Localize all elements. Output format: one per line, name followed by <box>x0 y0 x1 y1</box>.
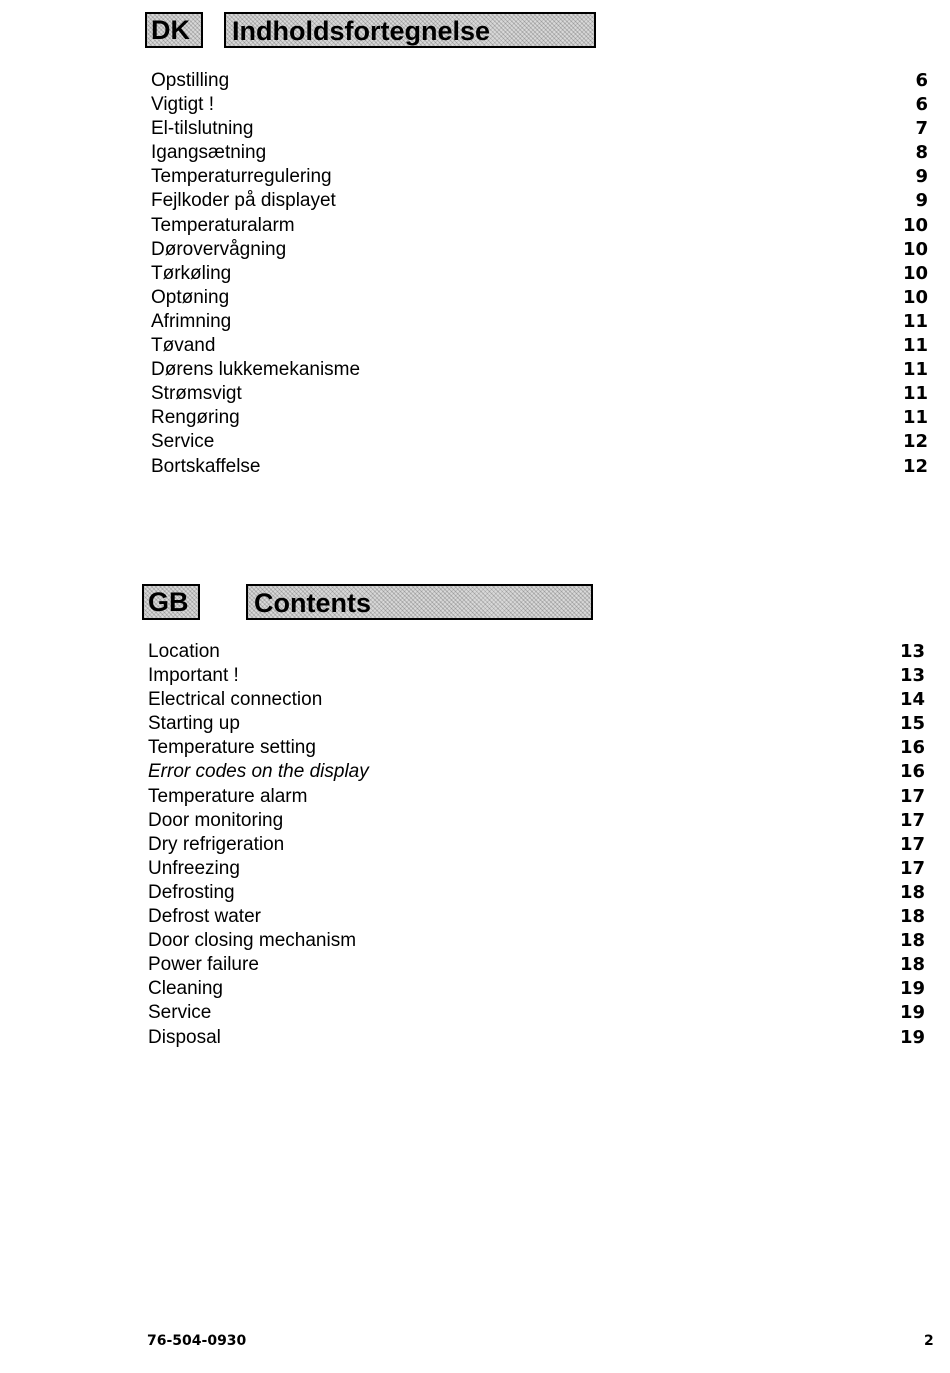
toc-entry-label: Error codes on the display <box>148 761 369 783</box>
toc-entry-page-number: 19 <box>899 1002 925 1024</box>
gb-table-of-contents <box>148 640 925 1050</box>
toc-entry <box>151 334 928 358</box>
toc-entry <box>148 1001 925 1025</box>
toc-entry-page-number: 12 <box>902 431 928 453</box>
toc-entry-label: Temperaturregulering <box>151 166 332 188</box>
document-code: 76-504-0930 <box>147 1333 247 1349</box>
toc-entry-label: Temperaturalarm <box>151 214 295 236</box>
toc-entry-page-number: 9 <box>915 190 928 212</box>
toc-entry <box>151 430 928 454</box>
toc-entry-page-number: 6 <box>915 94 928 116</box>
toc-entry-label: Afrimning <box>151 310 232 332</box>
toc-entry-label: Dry refrigeration <box>148 833 285 855</box>
toc-entry-label: Door monitoring <box>148 809 284 831</box>
toc-entry <box>151 141 928 165</box>
dk-table-of-contents <box>151 69 928 479</box>
toc-entry <box>148 905 925 929</box>
toc-entry-page-number: 14 <box>899 689 925 711</box>
toc-entry-page-number: 11 <box>902 383 928 405</box>
toc-entry-label: Location <box>148 641 220 662</box>
toc-entry <box>148 881 925 905</box>
toc-entry <box>151 358 928 382</box>
toc-entry-page-number: 19 <box>899 978 925 1000</box>
toc-entry <box>148 857 925 881</box>
toc-entry <box>151 382 928 406</box>
toc-entry-page-number: 10 <box>902 214 928 236</box>
toc-entry-label: Starting up <box>148 713 240 735</box>
toc-entry-label: El-tilslutning <box>151 118 254 140</box>
toc-entry <box>148 929 925 953</box>
toc-entry-label: Bortskaffelse <box>151 455 261 477</box>
toc-entry-label: Igangsætning <box>151 142 267 164</box>
toc-entry <box>151 406 928 430</box>
toc-entry-page-number: 18 <box>899 906 925 928</box>
toc-entry <box>151 455 928 479</box>
toc-entry-label: Defrost water <box>148 906 261 928</box>
toc-entry-page-number: 17 <box>899 857 925 879</box>
dk-section-header <box>0 12 950 48</box>
toc-entry-page-number: 12 <box>902 455 928 477</box>
toc-entry <box>151 165 928 189</box>
toc-entry <box>148 736 925 760</box>
toc-entry-page-number: 6 <box>915 70 928 91</box>
toc-entry <box>148 760 925 784</box>
toc-entry <box>148 785 925 809</box>
gb-section-title: Contents <box>246 584 593 620</box>
toc-entry <box>151 286 928 310</box>
toc-entry <box>151 93 928 117</box>
page-number: 2 <box>924 1333 934 1349</box>
toc-entry <box>148 664 925 688</box>
toc-entry-page-number: 11 <box>902 335 928 357</box>
toc-entry-label: Service <box>148 1002 212 1024</box>
toc-entry <box>148 640 925 664</box>
toc-entry-page-number: 18 <box>899 954 925 976</box>
toc-entry-page-number: 19 <box>899 1026 925 1048</box>
toc-entry-page-number: 7 <box>915 118 928 140</box>
toc-entry-label: Temperature setting <box>148 737 316 759</box>
toc-entry <box>151 262 928 286</box>
toc-entry-page-number: 17 <box>899 809 925 831</box>
gb-section-header <box>0 584 950 620</box>
toc-entry-label: Strømsvigt <box>151 383 242 405</box>
toc-entry-page-number: 11 <box>902 310 928 332</box>
toc-entry <box>151 238 928 262</box>
toc-entry-label: Tørkøling <box>151 262 232 284</box>
toc-entry-page-number: 15 <box>899 713 925 735</box>
toc-entry-label: Important ! <box>148 665 239 687</box>
dk-language-badge: DK <box>145 12 203 48</box>
toc-entry-label: Dørens lukkemekanisme <box>151 359 361 381</box>
toc-entry <box>148 688 925 712</box>
toc-entry-page-number: 13 <box>899 665 925 687</box>
toc-entry-label: Optøning <box>151 286 230 308</box>
toc-entry-page-number: 10 <box>902 262 928 284</box>
gb-language-badge: GB <box>142 584 200 620</box>
toc-entry <box>151 117 928 141</box>
toc-entry <box>151 214 928 238</box>
toc-entry-page-number: 10 <box>902 286 928 308</box>
toc-entry-label: Dørovervågning <box>151 238 287 260</box>
toc-entry-label: Unfreezing <box>148 857 240 879</box>
toc-entry <box>148 712 925 736</box>
toc-entry-label: Electrical connection <box>148 689 323 711</box>
toc-entry-label: Power failure <box>148 954 259 976</box>
toc-entry-page-number: 10 <box>902 238 928 260</box>
toc-entry-label: Temperature alarm <box>148 785 308 807</box>
toc-entry-label: Rengøring <box>151 407 240 429</box>
toc-entry-label: Opstilling <box>151 70 230 91</box>
toc-entry-page-number: 11 <box>902 359 928 381</box>
toc-entry-label: Disposal <box>148 1026 221 1048</box>
toc-entry <box>148 953 925 977</box>
toc-entry-page-number: 17 <box>899 785 925 807</box>
toc-entry <box>148 1026 925 1050</box>
toc-entry-page-number: 16 <box>899 761 925 783</box>
toc-entry-label: Vigtigt ! <box>151 94 215 116</box>
toc-entry-page-number: 13 <box>899 641 925 662</box>
toc-entry <box>148 833 925 857</box>
toc-entry <box>148 977 925 1001</box>
toc-entry-label: Service <box>151 431 215 453</box>
toc-entry-label: Fejlkoder på displayet <box>151 190 336 212</box>
toc-entry <box>151 69 928 93</box>
toc-entry-page-number: 17 <box>899 833 925 855</box>
toc-entry <box>148 809 925 833</box>
toc-entry-label: Tøvand <box>151 335 216 357</box>
toc-entry <box>151 310 928 334</box>
toc-entry-page-number: 18 <box>899 930 925 952</box>
toc-entry-label: Door closing mechanism <box>148 930 357 952</box>
toc-entry-page-number: 8 <box>915 142 928 164</box>
toc-entry-page-number: 16 <box>899 737 925 759</box>
dk-section-title: Indholdsfortegnelse <box>224 12 596 48</box>
toc-entry <box>151 189 928 213</box>
toc-entry-page-number: 18 <box>899 881 925 903</box>
toc-entry-label: Cleaning <box>148 978 223 1000</box>
toc-entry-page-number: 9 <box>915 166 928 188</box>
toc-entry-label: Defrosting <box>148 881 235 903</box>
toc-entry-page-number: 11 <box>902 407 928 429</box>
